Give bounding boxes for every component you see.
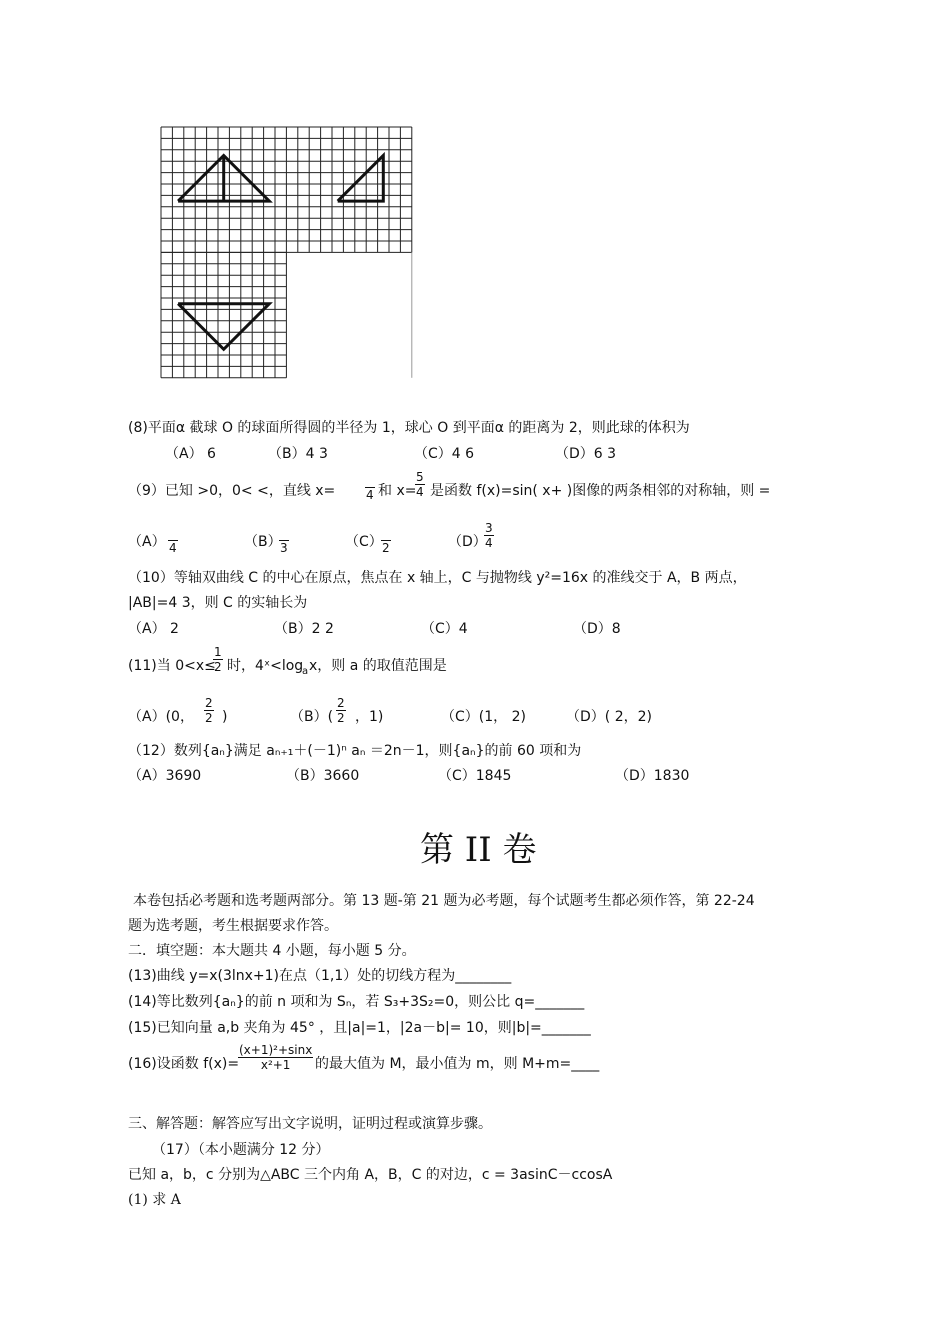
q9-fraction-2: $\frac{5}{4}$	[416, 470, 424, 499]
q11-option-b-fraction: $\frac{2}{2}$	[337, 696, 345, 725]
q10-option-b: （B）2 2	[274, 621, 334, 637]
q12-option-b: （B）3660	[286, 768, 360, 784]
section-title: 第 II 卷	[420, 830, 537, 870]
q11-option-b-end: ，1)	[355, 709, 384, 725]
q9-option-c: （C）	[345, 534, 383, 550]
q12-option-c: （C）1845	[438, 768, 512, 784]
q13: (13)曲线 y=x(3lnx+1)在点（1,1）处的切线方程为________	[128, 968, 512, 984]
q11-stem-b: 时，4ˣ<log	[227, 658, 304, 674]
q8-stem: (8)平面α 截球 O 的球面所得圆的半径为 1，球心 O 到平面α 的距离为 2，则此球的体积为	[128, 420, 690, 436]
q12-option-d: （D）1830	[615, 768, 690, 784]
q9-option-b-fraction: 3	[279, 526, 289, 555]
q8-option-d: （D）6 3	[555, 446, 617, 462]
intro-line-2: 题为选考题，考生根据要求作答。	[128, 918, 338, 934]
q11-option-a: （A）(0，	[128, 709, 194, 725]
q10-option-c: （C）4	[421, 621, 468, 637]
q9-option-a-fraction: 4	[168, 526, 178, 555]
q16-stem-a: (16)设函数 f(x)=	[128, 1056, 240, 1072]
q11-log-base: a	[302, 666, 309, 677]
fill-blank-heading: 二．填空题：本大题共 4 小题，每小题 5 分。	[128, 943, 416, 959]
q9-stem-b: 是函数 f(x)=sin( x+ )图像的两条相邻的对称轴，则 =	[430, 483, 771, 499]
q16-stem-b: 的最大值为 M，最小值为 m，则 M+m=____	[315, 1056, 600, 1072]
q17-part-1: (1) 求 A	[128, 1192, 181, 1208]
q9-stem-mid: 和 x=	[378, 483, 417, 499]
q10-line-2: |AB|=4 3，则 C 的实轴长为	[128, 595, 308, 611]
top-view-triangle	[178, 304, 269, 350]
q11-stem-c: x，则 a 的取值范围是	[309, 658, 447, 674]
q9-stem-a: （9）已知 >0，0< <，直线 x=	[128, 483, 336, 499]
side-view-triangle	[338, 156, 384, 202]
q9-option-d-fraction: $\frac{3}{4}$	[485, 521, 493, 550]
q11-option-c: （C）(1， 2)	[441, 709, 526, 725]
q12-stem: （12）数列{aₙ}满足 aₙ₊₁＋(－1)ⁿ aₙ ＝2n－1，则{aₙ}的前 60 项和为	[128, 743, 582, 759]
q16-fraction: $\frac{\text{(x+1)²+sinx}}{\text{x²+1}}$	[239, 1043, 313, 1072]
q9-option-d: （D）	[448, 534, 487, 550]
q11-option-d: （D）( 2，2)	[566, 709, 652, 725]
q11-option-b: （B）(	[290, 709, 334, 725]
three-view-grid-figure	[155, 120, 425, 382]
q11-option-a-end: )	[222, 709, 228, 725]
q9-option-c-fraction: 2	[381, 526, 391, 555]
q10-option-d: （D）8	[573, 621, 621, 637]
q10-option-a: （A） 2	[128, 621, 179, 637]
q8-option-c: （C）4 6	[414, 446, 475, 462]
q14: (14)等比数列{aₙ}的前 n 项和为 Sₙ，若 S₃+3S₂=0，则公比 q=_______	[128, 994, 585, 1010]
intro-line-1: 本卷包括必考题和选考题两部分。第 13 题-第 21 题为必考题，每个试题考生都必须作答，第 22-24	[133, 893, 755, 909]
q9-option-b: （B）	[244, 534, 282, 550]
q17-title: （17）（本小题满分 12 分）	[152, 1142, 330, 1158]
solution-heading: 三、解答题：解答应写出文字说明，证明过程或演算步骤。	[128, 1116, 492, 1132]
q12-option-a: （A）3690	[128, 768, 202, 784]
q15: (15)已知向量 a,b 夹角为 45° ，且|a|=1，|2a－b|= 10，则|b|=_______	[128, 1020, 591, 1036]
q8-option-b: （B）4 3	[268, 446, 328, 462]
q11-stem-a: (11)当 0<x≤	[128, 658, 216, 674]
q9-option-a: （A）	[128, 534, 166, 550]
q11-fraction: $\frac{1}{2}$	[214, 645, 222, 674]
q10-line-1: （10）等轴双曲线 C 的中心在原点，焦点在 x 轴上，C 与抛物线 y²=16x 的准线交于 A，B 两点，	[128, 570, 747, 586]
q17-statement: 已知 a，b，c 分别为△ABC 三个内角 A，B，C 的对边，c = 3asinC－ccosA	[128, 1167, 613, 1183]
q9-fraction-1: 4	[365, 473, 375, 502]
q8-option-a: （A） 6	[165, 446, 216, 462]
q11-option-a-fraction: $\frac{2}{2}$	[205, 696, 213, 725]
